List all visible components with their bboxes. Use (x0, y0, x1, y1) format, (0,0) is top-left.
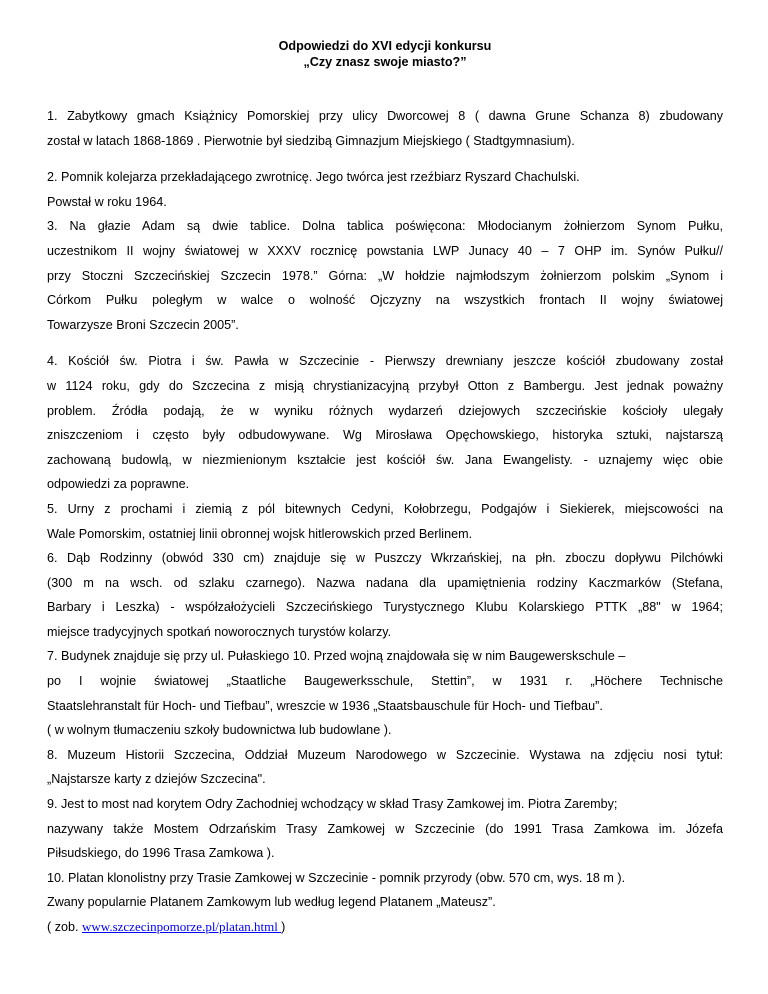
text-line: 10. Platan klonolistny przy Trasie Zamkowej w Szczecinie - pomnik przyrody (obw. 570 cm, wys. 18 m ). (47, 870, 626, 885)
text-line: (300 m na wsch. od szlaku czarnego). Nazwa nadana dla upamiętnienia rodziny Kaczmarków (Stefana, (47, 575, 723, 590)
text-line: po I wojnie światowej „Staatliche Baugewerksschule, Stettin”, w 1931 r. „Höchere Technische (47, 674, 723, 689)
text-line: 3. Na głazie Adam są dwie tablice. Dolna tablica poświęcona: Młodocianym żołnierzom Synom Pułku, (47, 219, 723, 234)
answer-9 (47, 792, 723, 866)
text-line: Barbary i Leszka) - współzałożycieli Szczecińskiego Turystycznego Klubu Kolarskiego PTTK „88" w 1964; (47, 600, 723, 615)
link-prefix: ( zob. (47, 920, 82, 934)
title-line-1: Odpowiedzi do XVI edycji konkursu (278, 39, 492, 53)
answer-1 (47, 104, 723, 153)
text-line: Piłsudskiego, do 1996 Trasa Zamkowa ). (47, 846, 275, 861)
text-line: 8. Muzeum Historii Szczecina, Oddział Muzeum Narodowego w Szczecinie. Wystawa na zdjęciu nosi tytuł: (47, 747, 723, 762)
text-line: „Najstarsze karty z dziejów Szczecina". (47, 772, 266, 787)
answer-10 (47, 866, 723, 940)
text-line: Wale Pomorskim, ostatniej linii obronnej wojsk hitlerowskich przed Berlinem. (47, 526, 473, 541)
document-page (47, 38, 723, 940)
text-line: 9. Jest to most nad korytem Odry Zachodniej wchodzący w skład Trasy Zamkowej im. Piotra Zaremby; (47, 797, 618, 812)
text-line: odpowiedzi za poprawne. (47, 477, 190, 492)
platan-link[interactable]: www.szczecinpomorze.pl/platan.html (82, 919, 282, 934)
document-title (47, 38, 723, 70)
text-line: 5. Urny z prochami i ziemią z pól bitewnych Cedyni, Kołobrzegu, Podgajów i Siekierek, miejscowości na (47, 501, 723, 516)
text-line: przy Stoczni Szczecińskiej Szczecin 1978.” Górna: „W hołdzie najmłodszym żołnierzom polskim „Synom i (47, 268, 723, 283)
text-line: Staatslehranstalt für Hoch- und Tiefbau”, wreszcie w 1936 „Staatsbauschule für Hoch- und Tiefbau”. (47, 698, 603, 713)
text-line: zachowaną budowlą, w niezmienionym kształcie jest kościół św. Jana Ewangelisty. - uznajemy więc obie (47, 452, 723, 467)
text-line: Towarzysze Broni Szczecin 2005”. (47, 317, 239, 332)
text-line: Powstał w roku 1964. (47, 194, 167, 209)
text-line: problem. Źródła podają, że w wyniku różnych wydarzeń dziejowych szczecińskie kościoły ulegały (47, 403, 723, 418)
answer-2 (47, 165, 723, 214)
text-line: 1. Zabytkowy gmach Książnicy Pomorskiej przy ulicy Dworcowej 8 ( dawna Grune Schanza 8) zbudowany (47, 109, 723, 123)
answer-5 (47, 497, 723, 546)
text-line: uczestnikom II wojny światowej w XXXV rocznicę powstania LWP Junacy 40 – 7 OHP im. Synów Pułku// (47, 243, 723, 258)
link-line (47, 915, 723, 940)
text-line: został w latach 1868-1869 . Pierwotnie był siedzibą Gimnazjum Miejskiego ( Stadtgymnasium). (47, 133, 575, 148)
text-line: Córkom Pułku poległym w walce o wolność Ojczyzny na wszystkich frontach II wojny światowej (47, 293, 723, 308)
text-line: nazywany także Mostem Odrzańskim Trasy Zamkowej w Szczecinie (do 1991 Trasa Zamkowa im. Józefa (47, 821, 723, 836)
title-line-2: „Czy znasz swoje miasto?” (303, 55, 467, 69)
text-line: 4. Kościół św. Piotra i św. Pawła w Szczecinie - Pierwszy drewniany jeszcze kościół zbudowany został (47, 354, 723, 369)
answer-4 (47, 349, 723, 497)
text-line: 6. Dąb Rodzinny (obwód 330 cm) znajduje się w Puszczy Wkrzańskiej, na płn. zboczu dopływu Pilchówki (47, 551, 723, 566)
answer-3 (47, 214, 723, 337)
text-line: ( w wolnym tłumaczeniu szkoły budownictwa lub budowlane ). (47, 723, 392, 738)
answer-7 (47, 644, 723, 742)
text-line: zniszczeniom i często były odbudowywane. Wg Mirosława Opęchowskiego, historyka sztuki, najstarszą (47, 428, 723, 443)
answer-8 (47, 743, 723, 792)
text-line: miejsce tradycyjnych spotkań noworocznych turystów kolarzy. (47, 624, 392, 639)
link-suffix: ) (281, 920, 286, 934)
text-line: 7. Budynek znajduje się przy ul. Pułaskiego 10. Przed wojną znajdowała się w nim Baugewerskschule – (47, 649, 626, 664)
text-line: Zwany popularnie Platanem Zamkowym lub według legend Platanem „Mateusz”. (47, 895, 496, 910)
text-line: w 1124 roku, gdy do Szczecina z misją chrystianizacyjną przybył Otton z Bambergu. Jest jednak poważny (47, 378, 723, 393)
text-line: 2. Pomnik kolejarza przekładającego zwrotnicę. Jego twórca jest rzeźbiarz Ryszard Chachulski. (47, 170, 580, 185)
answer-6 (47, 546, 723, 644)
